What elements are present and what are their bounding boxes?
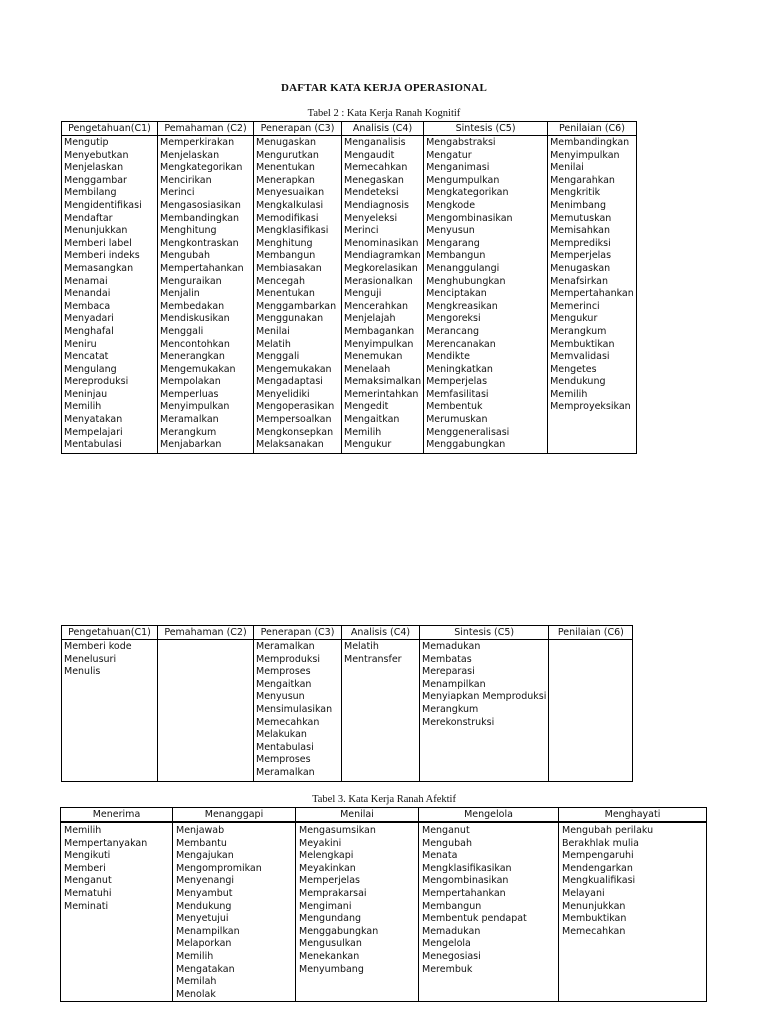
list-item: Menghitung [256,237,313,249]
column-c3 [254,640,342,782]
list-item: Menyiapkan Memproduksi [422,691,547,703]
list-item: Merekonstruksi [422,716,495,728]
list-item: Memutuskan [550,212,612,224]
list-item: Membangun [422,900,482,912]
list-item: Membangun [256,250,316,262]
list-item: Mempertahankan [422,887,506,899]
header-menilai: Menilai [296,808,419,823]
list-item: Membatas [422,653,472,665]
list-item: Mempengaruhi [562,850,634,862]
list-item: Memprediksi [550,237,611,249]
list-item: Membuktikan [562,913,627,925]
list-item: Menjelajah [344,313,396,325]
column-c4 [342,640,420,782]
header-row [62,626,633,640]
list-item: Menentukan [256,162,315,174]
list-item: Memberi indeks [64,250,140,262]
list-item: Menafsirkan [550,275,609,287]
list-item: Mencerahkan [344,300,409,312]
list-item: Menemukan [344,351,403,363]
list-item: Memerintahkan [344,388,419,400]
cognitive-table-part1 [61,121,637,454]
list-item: Memberi kode [64,641,132,652]
list-item: Menampilkan [422,678,486,690]
column-menerima [61,822,173,1002]
list-item: Mengatur [426,149,472,161]
list-item: Menunjukkan [562,900,626,912]
header-c5: Sintesis (C5) [424,122,548,136]
list-item: Mencatat [64,351,109,363]
list-item: Menganalisis [344,137,406,148]
list-item: Mengkreasikan [426,300,498,312]
cognitive-table-part2 [61,625,633,782]
list-item: Meramalkan [256,641,315,652]
list-item: Meninjau [64,388,108,400]
list-item: Memisahkan [550,225,611,237]
list-item: Melatih [344,641,379,652]
list-item: Menunjukkan [64,225,128,237]
list-item: Merencanakan [426,338,496,350]
list-item: Menandai [64,288,111,300]
list-item: Memilih [64,401,102,413]
table-row [61,822,707,1002]
list-item: Mengkritik [550,187,601,199]
list-item: Menugaskan [550,262,611,274]
list-item: Mengemukakan [160,363,236,375]
list-item: Menyatakan [64,414,123,426]
list-item: Menulis [64,666,101,678]
list-item: Mengkode [426,199,476,211]
list-item: Menerapkan [256,174,315,186]
list-item: Mendengarkan [562,862,633,874]
list-item: Merinci [344,225,379,237]
list-item: Menanggulangi [426,262,500,274]
list-item: Memperjelas [426,376,488,388]
list-item: Mereproduksi [64,376,129,388]
list-item: Menyelidiki [256,388,310,400]
column-menilai [296,822,419,1002]
list-item: Menelusuri [64,653,117,665]
list-item: Menimbang [550,199,606,211]
list-item: Menggeneralisasi [426,426,510,438]
list-item: Menggambar [64,174,127,186]
list-item: Mengedit [344,401,389,413]
list-item: Merangkum [422,703,479,715]
list-item: Membentuk [426,401,483,413]
list-item: Mengubah [160,250,210,262]
list-item: Memecahkan [562,925,626,937]
list-item: Mengkategorikan [426,187,509,199]
list-item: Mengutip [64,137,109,148]
list-item: Megkorelasikan [344,262,418,274]
list-item: Memadukan [422,641,481,652]
header-c4: Analisis (C4) [342,122,424,136]
list-item: Menyenangi [176,875,235,887]
header-row [61,808,707,823]
list-item: Membaca [64,300,111,312]
list-item: Mengukur [550,313,598,325]
list-item: Mengklasifikasikan [422,862,512,874]
column-c1 [62,136,158,454]
list-item: Mencontohkan [160,338,230,350]
list-item: Meningkatkan [426,363,493,375]
list-item: Mengkontraskan [160,237,239,249]
list-item: Menyimpulkan [550,149,620,161]
list-item: Mengombinasikan [422,875,509,887]
list-item: Memberi label [64,237,132,249]
header-menghayati: Menghayati [559,808,707,823]
header-menerima: Menerima [61,808,173,823]
list-item: Menyimpulkan [344,338,414,350]
list-item: Memperjelas [299,875,360,887]
header-c1: Pengetahuan(C1) [62,626,158,640]
list-item: Menjelaskan [64,162,124,174]
list-item: Mengompromikan [176,862,262,874]
list-item: Mengimani [299,900,352,912]
list-item: Mengkategorikan [160,162,243,174]
column-c2 [158,640,254,782]
affective-table [60,807,707,1002]
table-row [62,136,637,454]
list-item: Meyakini [299,837,342,849]
page-title: DAFTAR KATA KERJA OPERASIONAL [281,82,487,94]
list-item: Merumuskan [426,414,488,426]
list-item: Mengklasifikasi [256,225,329,237]
list-item: Menerangkan [160,351,225,363]
list-item: Membandingkan [550,137,630,148]
list-item: Menyebutkan [64,149,129,161]
list-item: Meramalkan [160,414,219,426]
list-item: Menjawab [176,825,225,836]
list-item: Merancang [426,325,479,337]
list-item: Membandingkan [160,212,240,224]
list-item: Mengetes [550,363,597,375]
list-item: Memecahkan [344,162,408,174]
list-item: Menyusun [426,225,475,237]
list-item: Memilah [176,976,217,988]
list-item: Mengaitkan [344,414,400,426]
header-mengelola: Mengelola [419,808,559,823]
list-item: Memecahkan [256,716,320,728]
list-item: Memvalidasi [550,351,610,363]
list-item: Mempelajari [64,426,123,438]
list-item: Mengombinasikan [426,212,513,224]
list-item: Memperkirakan [160,137,235,148]
list-item: Menggabungkan [299,925,379,937]
table-row [62,640,633,782]
list-item: Menyeleksi [344,212,398,224]
list-item: Menegosiasi [422,950,481,962]
list-item: Mereparasi [422,666,475,678]
list-item: Menata [422,850,458,862]
list-item: Menentukan [256,288,315,300]
list-item: Meramalkan [256,766,315,778]
list-item: Membedakan [160,300,225,312]
list-item: Mengarahkan [550,174,615,186]
list-item: Menggali [256,351,300,363]
list-item: Menciptakan [426,288,487,300]
table3-caption: Tabel 3. Kata Kerja Ranah Afektif [312,794,456,805]
list-item: Mengasumsikan [299,825,376,836]
list-item: Menggambarkan [256,300,337,312]
list-item: Mengadaptasi [256,376,323,388]
list-item: Menominasikan [344,237,419,249]
list-item: Mengubah [422,837,472,849]
list-item: Memerinci [550,300,600,312]
list-item: Membiasakan [256,262,322,274]
list-item: Memproduksi [256,653,320,665]
list-item: Menjelaskan [160,149,220,161]
list-item: Berakhlak mulia [562,837,639,849]
list-item: Mengoreksi [426,313,481,325]
list-item: Mentabulasi [64,439,122,451]
list-item: Menguji [344,288,382,300]
list-item: Mengubah perilaku [562,825,654,836]
header-c6: Penilaian (C6) [549,626,633,640]
list-item: Melaksanakan [256,439,324,451]
list-item: Membagankan [344,325,415,337]
header-c5: Sintesis (C5) [420,626,549,640]
header-c4: Analisis (C4) [342,626,420,640]
list-item: Mengidentifikasi [64,199,142,211]
list-item: Menganut [422,825,470,836]
list-item: Membangun [426,250,486,262]
list-item: Merinci [160,187,195,199]
list-item: Mematuhi [64,887,112,899]
header-c2: Pemahaman (C2) [158,626,254,640]
list-item: Melatih [256,338,291,350]
list-item: Memberi [64,862,106,874]
list-item: Menugaskan [256,137,317,148]
list-item: Mempolakan [160,376,221,388]
list-item: Meniru [64,338,97,350]
list-item: Menilai [256,325,290,337]
header-row [62,122,637,136]
header-menanggapi: Menanggapi [173,808,296,823]
list-item: Menganimasi [426,162,490,174]
list-item: Mempertahankan [550,288,634,300]
list-item: Merembuk [422,963,473,975]
list-item: Memproses [256,754,311,766]
list-item: Menampilkan [176,925,240,937]
column-menghayati [559,822,707,1002]
list-item: Memproses [256,666,311,678]
list-item: Mendikte [426,351,470,363]
list-item: Melaporkan [176,938,232,950]
list-item: Memprakarsai [299,887,367,899]
list-item: Memaksimalkan [344,376,422,388]
list-item: Membentuk pendapat [422,913,527,925]
list-item: Menghubungkan [426,275,506,287]
list-item: Mengatakan [176,963,235,975]
list-item: Menggunakan [256,313,324,325]
column-c1 [62,640,158,782]
header-c1: Pengetahuan(C1) [62,122,158,136]
list-item: Melayani [562,887,605,899]
list-item: Mengarang [426,237,480,249]
list-item: Mengaitkan [256,678,312,690]
list-item: Meyakinkan [299,862,356,874]
list-item: Mengaudit [344,149,395,161]
list-item: Mentransfer [344,653,402,665]
list-item: Memadukan [422,925,481,937]
list-item: Meminati [64,900,109,912]
list-item: Mengusulkan [299,938,362,950]
list-item: Mempertahankan [160,262,244,274]
list-item: Menolak [176,988,216,1000]
list-item: Menilai [550,162,584,174]
list-item: Mendukung [550,376,606,388]
list-item: Mengajukan [176,850,234,862]
list-item: Menyadari [64,313,114,325]
column-c4 [342,136,424,454]
list-item: Merangkum [550,325,607,337]
list-item: Mengikuti [64,850,111,862]
list-item: Merangkum [160,426,217,438]
header-c6: Penilaian (C6) [548,122,637,136]
list-item: Mendeteksi [344,187,399,199]
list-item: Memperluas [160,388,219,400]
table2-caption: Tabel 2 : Kata Kerja Ranah Kognitif [307,108,461,119]
list-item: Mempertanyakan [64,837,148,849]
list-item: Mencegah [256,275,306,287]
list-item: Menganut [64,875,112,887]
list-item: Mengulang [64,363,117,375]
list-item: Mengkualifikasi [562,875,636,887]
list-item: Menguraikan [160,275,222,287]
list-item: Menyetujui [176,913,229,925]
header-c2: Pemahaman (C2) [158,122,254,136]
list-item: Membantu [176,837,227,849]
list-item: Mendiagnosis [344,199,409,211]
list-item: Menggabungkan [426,439,506,451]
list-item: Menegaskan [344,174,404,186]
list-item: Memperjelas [550,250,612,262]
list-item: Mengkalkulasi [256,199,324,211]
list-item: Membuktikan [550,338,615,350]
list-item: Mengukur [344,439,392,451]
list-item: Mendiskusikan [160,313,230,325]
column-c3 [254,136,342,454]
list-item: Menjalin [160,288,200,300]
list-item: Mengumpulkan [426,174,500,186]
list-item: Menjabarkan [160,439,222,451]
list-item: Menyimpulkan [160,401,230,413]
column-c6 [549,640,633,782]
list-item: Mendaftar [64,212,113,224]
header-c3: Penerapan (C3) [254,626,342,640]
list-item: Mengundang [299,913,362,925]
list-item: Memilih [64,825,102,836]
list-item: Mempersoalkan [256,414,332,426]
list-item: Mengurutkan [256,149,319,161]
list-item: Memilih [344,426,382,438]
list-item: Memilih [176,950,214,962]
column-mengelola [419,822,559,1002]
list-item: Menghitung [160,225,217,237]
column-c2 [158,136,254,454]
list-item: Menyambut [176,887,233,899]
list-item: Mengelola [422,938,471,950]
list-item: Melengkapi [299,850,354,862]
list-item: Menekankan [299,950,360,962]
list-item: Menyesuaikan [256,187,325,199]
column-menanggapi [173,822,296,1002]
list-item: Memfasilitasi [426,388,489,400]
list-item: Menggali [160,325,204,337]
list-item: Mengkonsepkan [256,426,334,438]
list-item: Mendiagramkan [344,250,421,262]
list-item: Menghafal [64,325,114,337]
column-c6 [548,136,637,454]
list-item: Mensimulasikan [256,703,333,715]
list-item: Menyusun [256,691,305,703]
list-item: Mentabulasi [256,741,314,753]
header-c3: Penerapan (C3) [254,122,342,136]
list-item: Mengasosiasikan [160,199,241,211]
list-item: Memasangkan [64,262,134,274]
list-item: Melakukan [256,729,307,741]
list-item: Menamai [64,275,108,287]
list-item: Memilih [550,388,588,400]
list-item: Menyumbang [299,963,364,975]
list-item: Mendukung [176,900,232,912]
list-item: Mengemukakan [256,363,332,375]
list-item: Merasionalkan [344,275,413,287]
column-c5 [424,136,548,454]
list-item: Menelaah [344,363,391,375]
list-item: Mengoperasikan [256,401,335,413]
list-item: Mengabstraksi [426,137,496,148]
column-c5 [420,640,549,782]
list-item: Memproyeksikan [550,401,631,413]
list-item: Membilang [64,187,117,199]
list-item: Mencirikan [160,174,212,186]
list-item: Memodifikasi [256,212,319,224]
